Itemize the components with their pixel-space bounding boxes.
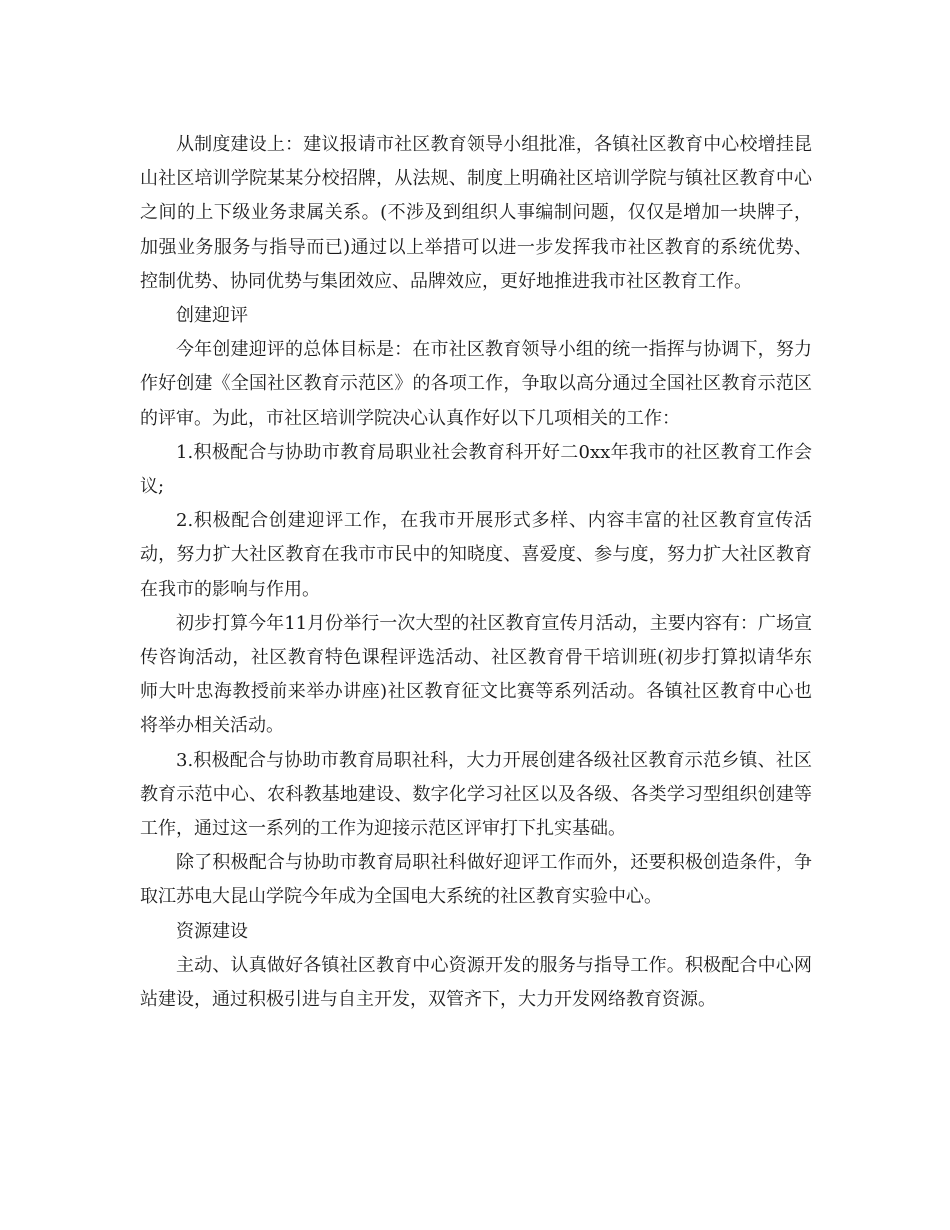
list-item-3: 3.积极配合与协助市教育局职社科，大力开展创建各级社区教育示范乡镇、社区教育示范中心、农科教基地建设、数字化学习社区以及各级、各类学习型组织创建等工作，通过这一系列的工作为迎接示范区评审打下扎实基础。 bbox=[140, 749, 812, 840]
heading-create-evaluation: 创建迎评 bbox=[176, 305, 248, 327]
list-item-2: 2.积极配合创建迎评工作，在我市开展形式多样、内容丰富的社区教育宣传活动，努力扩大社区教育在我市市民中的知晓度、喜爱度、参与度，努力扩大社区教育在我市的影响与作用。 bbox=[140, 510, 812, 600]
paragraph-experiment-center: 除了积极配合与协助市教育局职社科做好迎评工作而外，还要积极创造条件，争取江苏电大昆山学院今年成为全国电大系统的社区教育实验中心。 bbox=[140, 852, 812, 908]
heading-resource-building: 资源建设 bbox=[176, 920, 248, 942]
document-body bbox=[140, 128, 812, 1017]
list-item-1: 1.积极配合与协助市教育局职业社会教育科开好二0xx年我市的社区教育工作会议; bbox=[140, 441, 812, 498]
paragraph-publicity-month: 初步打算今年11月份举行一次大型的社区教育宣传月活动，主要内容有：广场宣传咨询活动，社区教育特色课程评选活动、社区教育骨干培训班(初步打算拟请华东师大叶忠海教授前来举办讲座)社区教育征文比赛等系列活动。各镇社区教育中心也将举办相关活动。 bbox=[140, 612, 812, 737]
paragraph-system-building: 从制度建设上：建议报请市社区教育领导小组批准，各镇社区教育中心校增挂昆山社区培训学院某某分校招牌，从法规、制度上明确社区培训学院与镇社区教育中心之间的上下级业务隶属关系。(不涉及到组织人事编制问题，仅仅是增加一块牌子，加强业务服务与指导而已)通过以上举措可以进一步发挥我市社区教育的系统优势、控制优势、协同优势与集团效应、品牌效应，更好地推进我市社区教育工作。 bbox=[140, 134, 812, 292]
paragraph-resource-development: 主动、认真做好各镇社区教育中心资源开发的服务与指导工作。积极配合中心网站建设，通过积极引进与自主开发，双管齐下，大力开发网络教育资源。 bbox=[140, 954, 812, 1011]
paragraph-evaluation-goal: 今年创建迎评的总体目标是：在市社区教育领导小组的统一指挥与协调下，努力作好创建《全国社区教育示范区》的各项工作，争取以高分通过全国社区教育示范区的评审。为此，市社区培训学院决心认真作好以下几项相关的工作： bbox=[140, 339, 812, 429]
